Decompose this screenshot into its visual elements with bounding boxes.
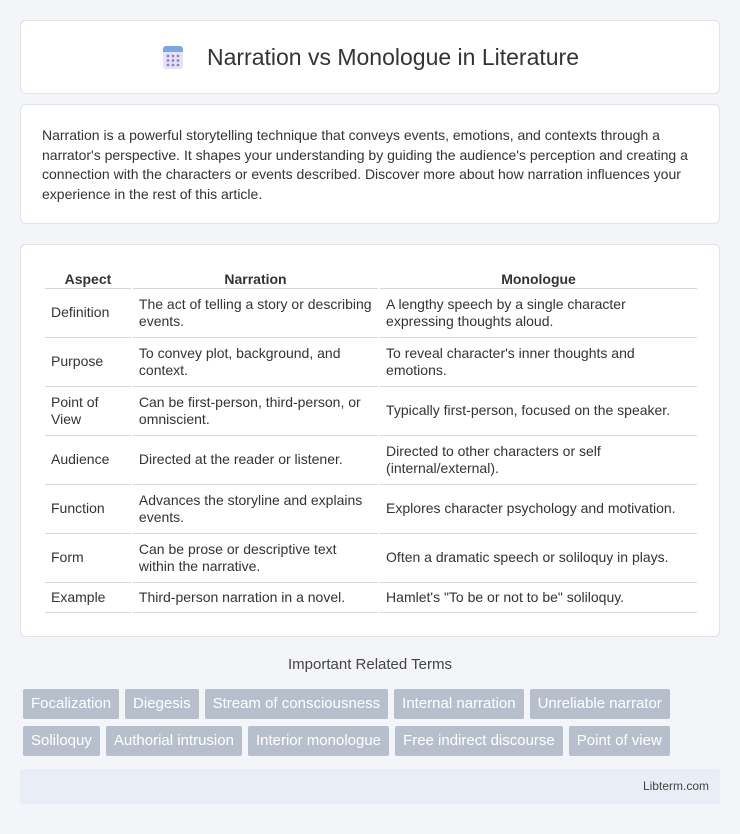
tag-unreliable-narrator[interactable]: Unreliable narrator <box>530 689 670 719</box>
document-grid-icon <box>161 44 185 70</box>
cell-narration: The act of telling a story or describing events. <box>133 289 378 338</box>
tag-row <box>23 726 723 756</box>
cell-monologue: Often a dramatic speech or soliloquy in plays. <box>380 534 697 583</box>
cell-narration: Directed at the reader or listener. <box>133 436 378 485</box>
cell-aspect: Audience <box>45 436 131 485</box>
cell-narration: Can be prose or descriptive text within the narrative. <box>133 534 378 583</box>
cell-narration: Third-person narration in a novel. <box>133 583 378 613</box>
intro-card <box>20 104 720 224</box>
tag-internal-narration[interactable]: Internal narration <box>394 689 523 719</box>
table-row <box>45 338 697 387</box>
cell-monologue: Hamlet's "To be or not to be" soliloquy. <box>380 583 697 613</box>
table-row <box>45 485 697 534</box>
tag-interior-monologue[interactable]: Interior monologue <box>248 726 389 756</box>
header-aspect: Aspect <box>45 265 131 289</box>
cell-narration: Can be first-person, third-person, or omniscient. <box>133 387 378 436</box>
title-card <box>20 20 720 94</box>
cell-monologue: A lengthy speech by a single character expressing thoughts aloud. <box>380 289 697 338</box>
comparison-card <box>20 244 720 637</box>
page-title: Narration vs Monologue in Literature <box>206 43 580 70</box>
table-row <box>45 583 697 613</box>
cell-narration: To convey plot, background, and context. <box>133 338 378 387</box>
tag-authorial-intrusion[interactable]: Authorial intrusion <box>106 726 242 756</box>
tag-stream-of-consciousness[interactable]: Stream of consciousness <box>205 689 389 719</box>
cell-monologue: Explores character psychology and motivation. <box>380 485 697 534</box>
comparison-table <box>43 265 699 613</box>
table-row <box>45 289 697 338</box>
cell-aspect: Point of View <box>45 387 131 436</box>
cell-aspect: Definition <box>45 289 131 338</box>
tag-row <box>23 689 723 719</box>
cell-aspect: Function <box>45 485 131 534</box>
table-header-row <box>45 265 697 289</box>
cell-monologue: Directed to other characters or self (internal/external). <box>380 436 697 485</box>
footer <box>20 769 720 804</box>
cell-aspect: Purpose <box>45 338 131 387</box>
cell-narration: Advances the storyline and explains events. <box>133 485 378 534</box>
cell-aspect: Form <box>45 534 131 583</box>
related-terms-title: Important Related Terms <box>288 656 452 673</box>
footer-site-link[interactable]: Libterm.com <box>642 779 709 793</box>
table-row <box>45 436 697 485</box>
tag-point-of-view[interactable]: Point of view <box>569 726 670 756</box>
table-row <box>45 534 697 583</box>
tag-diegesis[interactable]: Diegesis <box>125 689 199 719</box>
tag-focalization[interactable]: Focalization <box>23 689 119 719</box>
tag-soliloquy[interactable]: Soliloquy <box>23 726 100 756</box>
cell-aspect: Example <box>45 583 131 613</box>
cell-monologue: To reveal character's inner thoughts and emotions. <box>380 338 697 387</box>
header-monologue: Monologue <box>380 265 697 289</box>
cell-monologue: Typically first-person, focused on the speaker. <box>380 387 697 436</box>
related-terms-list <box>23 689 723 763</box>
tag-free-indirect-discourse[interactable]: Free indirect discourse <box>395 726 563 756</box>
header-narration: Narration <box>133 265 378 289</box>
intro-text: Narration is a powerful storytelling technique that conveys events, emotions, and contexts through a narrator's perspective. It shapes your understanding by guiding the audience's perception and creating a connection with the characters or events described. Discover more about how narration influences your experience in the rest of this article. <box>42 127 688 202</box>
table-row <box>45 387 697 436</box>
